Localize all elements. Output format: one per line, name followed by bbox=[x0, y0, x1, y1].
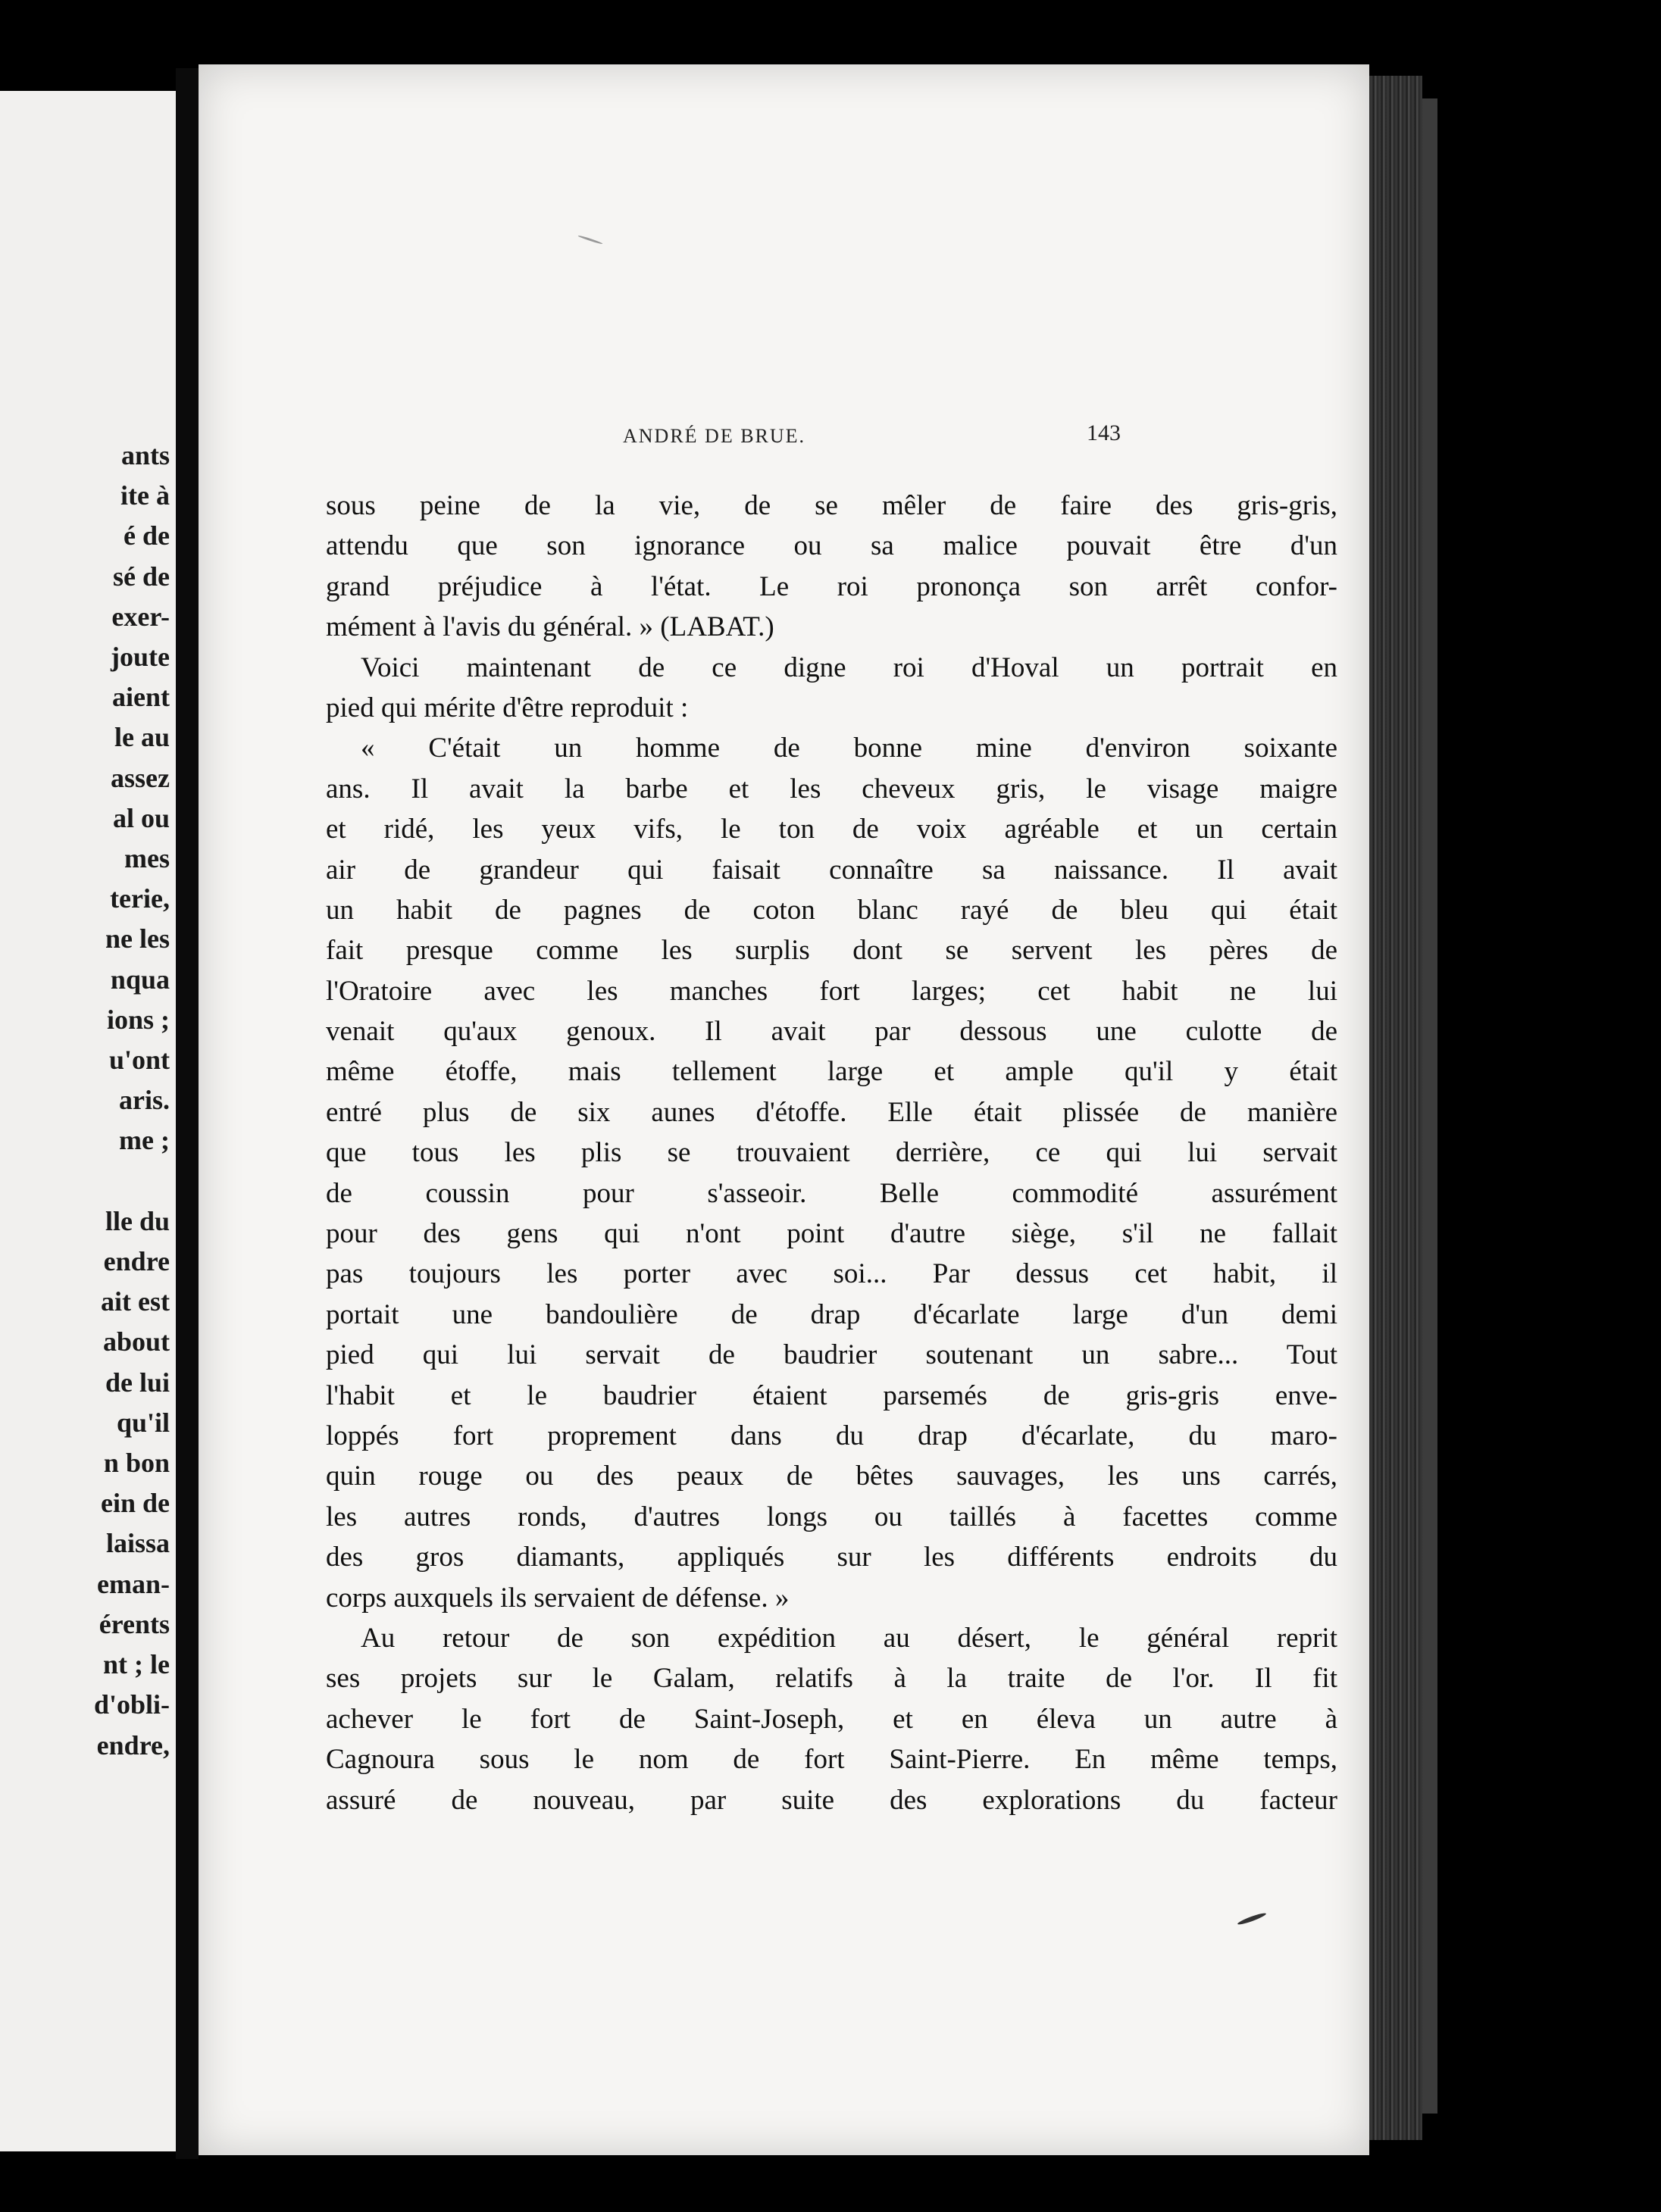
text-line: corps auxquels ils servaient de défense. » bbox=[326, 1582, 790, 1614]
left-page-line: nqua bbox=[110, 964, 170, 995]
text-line: Voici maintenant de ce digne roi d'Hoval un portrait en bbox=[361, 651, 1337, 683]
left-page-line: assez bbox=[111, 762, 170, 793]
page-header bbox=[199, 420, 1369, 455]
book-gutter bbox=[176, 68, 199, 2159]
left-page-line: mes bbox=[124, 843, 170, 874]
left-page-line: u'ont bbox=[108, 1045, 170, 1076]
text-line: assuré de nouveau, par suite des explorations du facteur bbox=[326, 1784, 1337, 1816]
text-line: quin rouge ou des peaux de bêtes sauvages, les uns carrés, bbox=[326, 1461, 1337, 1492]
text-line: grand préjudice à l'état. Le roi prononça son arrêt confor- bbox=[326, 570, 1337, 602]
left-page-line: endre, bbox=[96, 1729, 170, 1761]
left-page-line: endre bbox=[103, 1246, 170, 1277]
left-page-line: aris. bbox=[119, 1085, 170, 1116]
page-number: 143 bbox=[1087, 420, 1121, 445]
text-line: de coussin pour s'asseoir. Belle commodité assurément bbox=[326, 1177, 1337, 1209]
left-page-line: al ou bbox=[112, 802, 170, 833]
left-page-line: ants bbox=[120, 440, 170, 470]
text-line: Cagnoura sous le nom de fort Saint-Pierre. En même temps, bbox=[326, 1744, 1337, 1776]
book-page bbox=[199, 64, 1369, 2155]
text-line: Au retour de son expédition au désert, le général reprit bbox=[361, 1622, 1337, 1654]
page-stack-edge bbox=[1369, 76, 1422, 2140]
left-page-line: ions ; bbox=[106, 1004, 170, 1035]
left-page-text bbox=[94, 436, 170, 1766]
text-line: achever le fort de Saint-Joseph, et en éleva un autre à bbox=[326, 1703, 1337, 1735]
text-line: pour des gens qui n'ont point d'autre siège, s'il ne fallait bbox=[326, 1218, 1337, 1250]
left-page-line: me ; bbox=[119, 1125, 170, 1156]
left-page-line: n bon bbox=[103, 1448, 170, 1479]
text-line: mément à l'avis du général. » (LABAT.) bbox=[326, 611, 774, 643]
left-page-line: ite à bbox=[120, 480, 170, 511]
text-line: air de grandeur qui faisait connaître sa naissance. Il avait bbox=[326, 854, 1337, 886]
left-page-line: laissa bbox=[105, 1528, 170, 1559]
left-page-line: exer- bbox=[111, 601, 170, 632]
running-title: ANDRÉ DE BRUE. bbox=[623, 425, 806, 447]
left-page-line: ein de bbox=[100, 1488, 170, 1519]
left-page-line: aient bbox=[112, 682, 170, 713]
cover-edge bbox=[1422, 98, 1437, 2114]
left-page-line: qu'il bbox=[116, 1407, 170, 1438]
text-line: « C'était un homme de bonne mine d'environ soixante bbox=[361, 733, 1337, 764]
left-page-line: lle du bbox=[105, 1205, 170, 1236]
left-page-line: ne les bbox=[105, 923, 170, 954]
left-page-line: terie, bbox=[110, 883, 170, 914]
left-page-line: nt ; le bbox=[103, 1649, 170, 1680]
text-line: portait une bandoulière de drap d'écarlate large d'un demi bbox=[326, 1298, 1337, 1330]
left-page-line: érents bbox=[99, 1608, 170, 1639]
text-line: et ridé, les yeux vifs, le ton de voix agréable et un certain bbox=[326, 814, 1337, 845]
text-line: pied qui lui servait de baudrier soutenant un sabre... Tout bbox=[326, 1339, 1337, 1371]
text-line: fait presque comme les surplis dont se servent les pères de bbox=[326, 935, 1337, 967]
text-line: les autres ronds, d'autres longs ou taillés à facettes comme bbox=[326, 1501, 1337, 1532]
text-line: l'Oratoire avec les manches fort larges; cet habit ne lui bbox=[326, 975, 1337, 1007]
left-page-line: ait est bbox=[101, 1286, 170, 1317]
left-page-line: de lui bbox=[105, 1367, 170, 1398]
text-line: loppés fort proprement dans du drap d'écarlate, du maro- bbox=[326, 1420, 1337, 1451]
text-line: l'habit et le baudrier étaient parsemés de gris-gris enve- bbox=[326, 1379, 1337, 1411]
left-page-line: eman- bbox=[97, 1568, 170, 1599]
left-page-line: d'obli- bbox=[93, 1689, 170, 1720]
text-line: pied qui mérite d'être reproduit : bbox=[326, 692, 689, 723]
body-text bbox=[326, 486, 1337, 1820]
text-line: ans. Il avait la barbe et les cheveux gris, le visage maigre bbox=[326, 773, 1337, 805]
text-line: entré plus de six aunes d'étoffe. Elle était plissée de manière bbox=[326, 1096, 1337, 1128]
text-line: que tous les plis se trouvaient derrière, ce qui lui servait bbox=[326, 1137, 1337, 1169]
text-line: attendu que son ignorance ou sa malice pouvait être d'un bbox=[326, 530, 1337, 562]
left-page-line bbox=[94, 1161, 170, 1201]
text-line: venait qu'aux genoux. Il avait par dessous une culotte de bbox=[326, 1016, 1337, 1048]
text-line: même étoffe, mais tellement large et ample qu'il y était bbox=[326, 1056, 1337, 1088]
scan-speck bbox=[577, 235, 602, 245]
left-page-line: é de bbox=[124, 520, 170, 551]
text-line: un habit de pagnes de coton blanc rayé de bleu qui était bbox=[326, 894, 1337, 926]
text-line: des gros diamants, appliqués sur les différents endroits du bbox=[326, 1542, 1337, 1573]
left-page-line: le au bbox=[114, 722, 170, 753]
text-line: ses projets sur le Galam, relatifs à la traite de l'or. Il fit bbox=[326, 1663, 1337, 1695]
left-page-fragment bbox=[0, 91, 176, 2151]
scan-speck bbox=[1237, 1911, 1267, 1926]
left-page-line: sé de bbox=[113, 561, 170, 592]
left-page-line: joute bbox=[111, 642, 170, 673]
left-page-line: about bbox=[102, 1326, 170, 1358]
text-line: sous peine de la vie, de se mêler de faire des gris-gris, bbox=[326, 490, 1337, 521]
text-line: pas toujours les porter avec soi... Par dessus cet habit, il bbox=[326, 1258, 1337, 1290]
